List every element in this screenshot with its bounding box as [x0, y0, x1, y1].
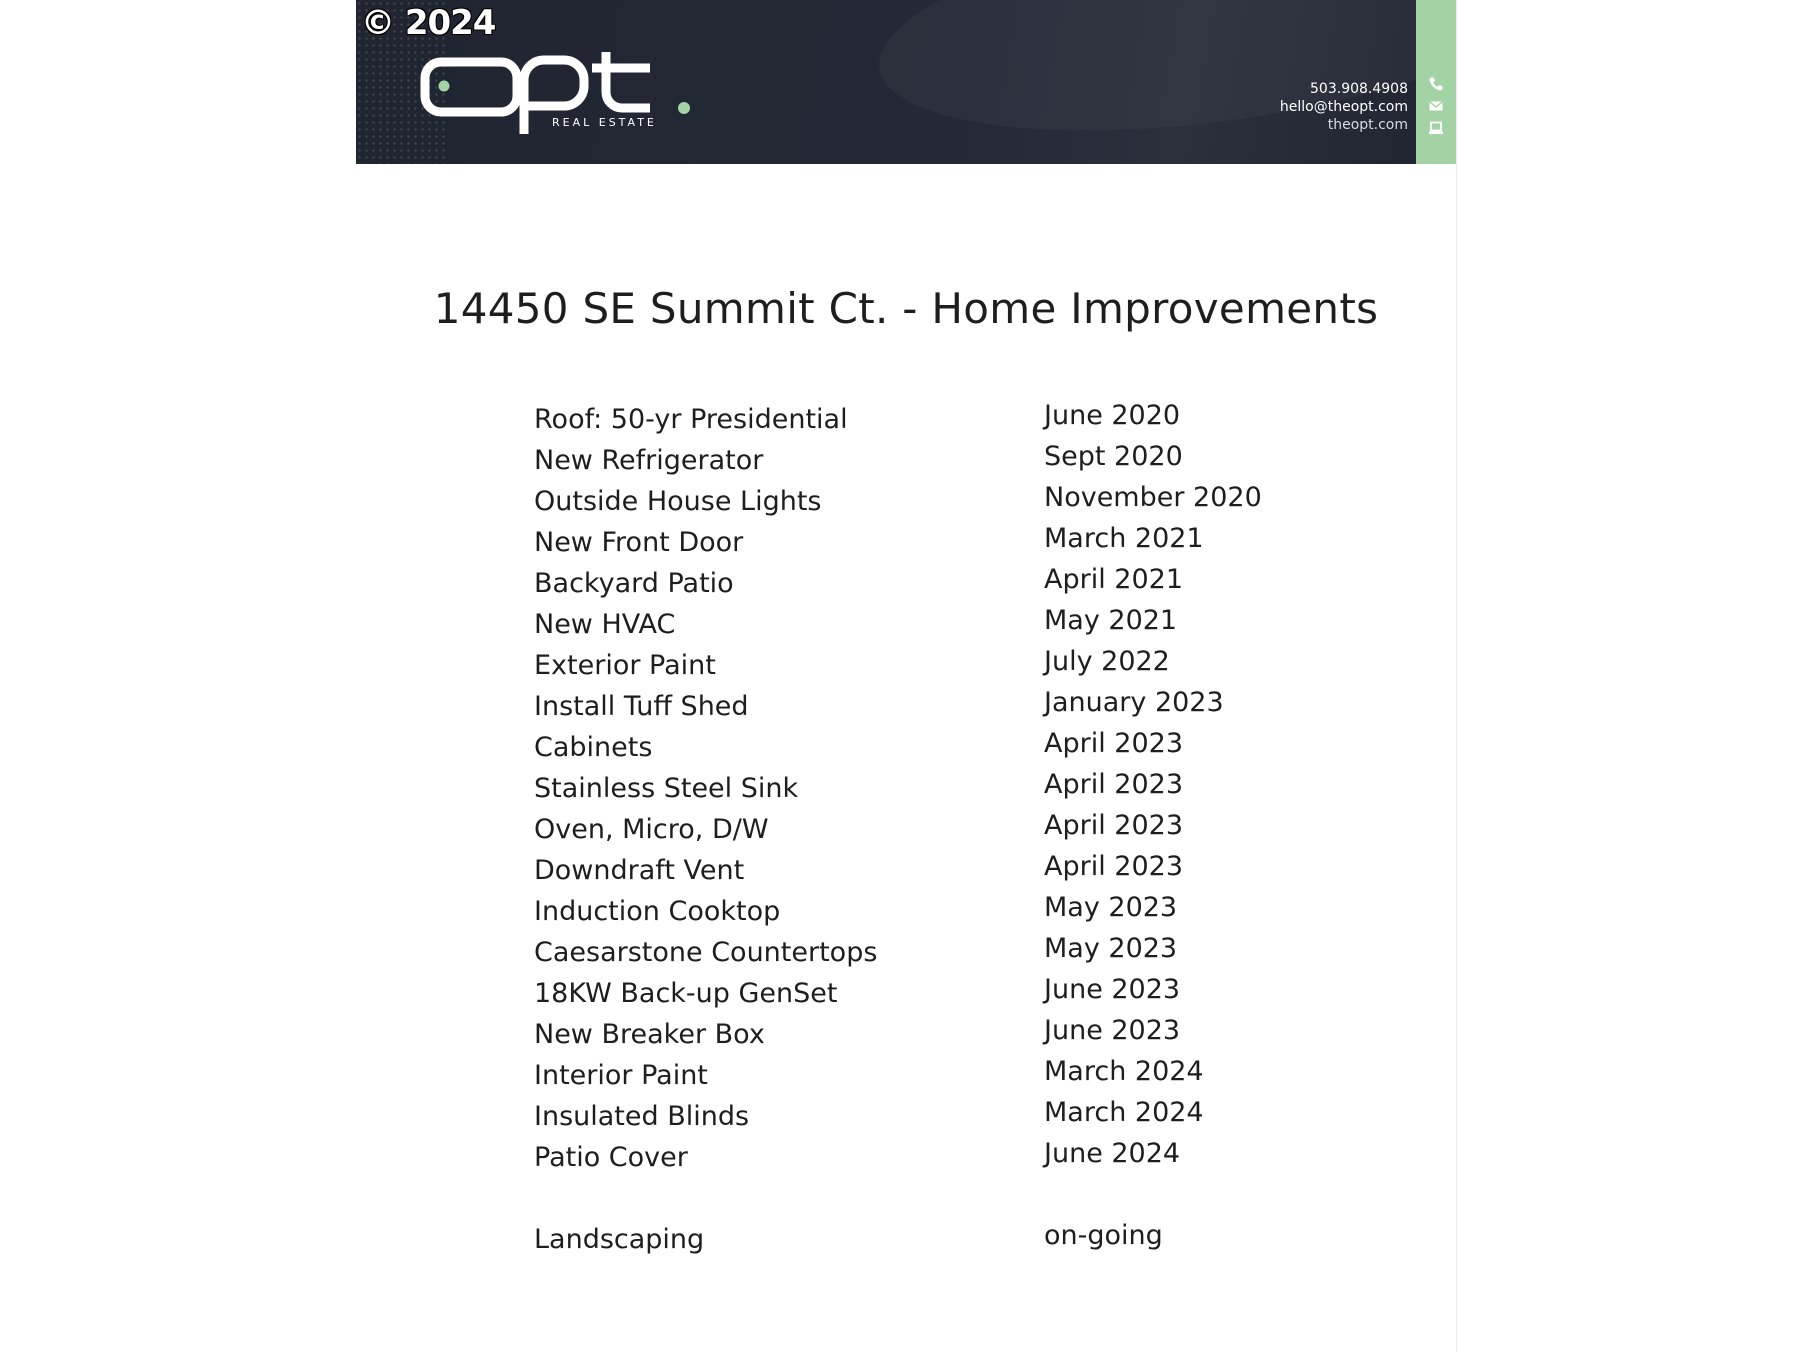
- page-title: 14450 SE Summit Ct. - Home Improvements: [433, 284, 1379, 333]
- improvement-row: [534, 687, 1334, 728]
- mail-icon: [1428, 98, 1444, 114]
- improvement-date: March 2021: [1044, 523, 1204, 554]
- improvement-date: May 2023: [1044, 892, 1178, 923]
- improvement-item: Cabinets: [534, 732, 653, 763]
- improvement-item: New Front Door: [534, 527, 744, 558]
- improvement-row: [534, 1097, 1334, 1138]
- improvement-item: New Refrigerator: [534, 445, 764, 476]
- improvement-date: April 2023: [1044, 769, 1184, 800]
- improvement-item: Downdraft Vent: [534, 855, 745, 886]
- phone-icon: [1428, 76, 1444, 92]
- improvement-row: [534, 1056, 1334, 1097]
- improvement-row: [534, 728, 1334, 769]
- improvement-row: [534, 933, 1334, 974]
- improvement-item: Roof: 50-yr Presidential: [534, 404, 848, 435]
- improvement-date: April 2023: [1044, 810, 1184, 841]
- improvement-date: March 2024: [1044, 1097, 1204, 1128]
- improvement-date: April 2023: [1044, 851, 1184, 882]
- improvement-item: Insulated Blinds: [534, 1101, 750, 1132]
- improvement-row: [534, 564, 1334, 605]
- ongoing-row: [534, 1220, 1334, 1261]
- laptop-icon: [1428, 120, 1444, 136]
- improvement-item: New HVAC: [534, 609, 676, 640]
- improvement-item: Backyard Patio: [534, 568, 734, 599]
- improvement-row: [534, 400, 1334, 441]
- improvement-item: Oven, Micro, D/W: [534, 814, 769, 845]
- contact-email[interactable]: hello@theopt.com: [1279, 99, 1408, 115]
- improvement-date: April 2023: [1044, 728, 1184, 759]
- improvements-list: [534, 400, 1334, 1261]
- improvement-item: Stainless Steel Sink: [534, 773, 799, 804]
- logo-subtitle: REAL ESTATE: [552, 116, 657, 129]
- improvement-row: [534, 1015, 1334, 1056]
- improvement-row: [534, 851, 1334, 892]
- contact-phone[interactable]: 503.908.4908: [1310, 81, 1408, 97]
- improvement-item: Patio Cover: [534, 1142, 688, 1173]
- ongoing-item: Landscaping: [534, 1224, 705, 1255]
- improvement-date: July 2022: [1044, 646, 1170, 677]
- improvement-item: Interior Paint: [534, 1060, 708, 1091]
- improvement-date: June 2024: [1044, 1138, 1181, 1169]
- improvement-date: Sept 2020: [1044, 441, 1183, 472]
- copyright-stamp: © 2024: [361, 3, 496, 43]
- improvement-row: [534, 482, 1334, 523]
- improvement-row: [534, 769, 1334, 810]
- contact-block: [1280, 80, 1408, 134]
- improvement-row: [534, 441, 1334, 482]
- contact-icon-bar: [1416, 0, 1456, 164]
- improvement-row: [534, 1138, 1334, 1179]
- improvement-row: [534, 646, 1334, 687]
- improvement-date: June 2020: [1044, 400, 1181, 431]
- improvement-date: April 2021: [1044, 564, 1184, 595]
- improvement-row: [534, 523, 1334, 564]
- ongoing-date: on-going: [1044, 1220, 1163, 1251]
- improvement-date: May 2023: [1044, 933, 1178, 964]
- improvement-date: June 2023: [1044, 974, 1181, 1005]
- improvement-date: January 2023: [1044, 687, 1224, 718]
- improvement-item: 18KW Back-up GenSet: [534, 978, 838, 1009]
- contact-website[interactable]: theopt.com: [1327, 117, 1408, 133]
- improvement-item: New Breaker Box: [534, 1019, 765, 1050]
- improvement-item: Caesarstone Countertops: [534, 937, 878, 968]
- improvement-date: March 2024: [1044, 1056, 1204, 1087]
- improvement-row: [534, 605, 1334, 646]
- document-page: [356, 0, 1457, 1352]
- improvement-date: May 2021: [1044, 605, 1178, 636]
- improvement-item: Exterior Paint: [534, 650, 716, 681]
- improvement-row: [534, 892, 1334, 933]
- improvement-item: Outside House Lights: [534, 486, 822, 517]
- improvement-row: [534, 974, 1334, 1015]
- improvement-date: June 2023: [1044, 1015, 1181, 1046]
- improvement-item: Induction Cooktop: [534, 896, 781, 927]
- header-banner: [356, 0, 1456, 164]
- improvement-date: November 2020: [1044, 482, 1262, 513]
- improvement-row: [534, 810, 1334, 851]
- improvement-item: Install Tuff Shed: [534, 691, 749, 722]
